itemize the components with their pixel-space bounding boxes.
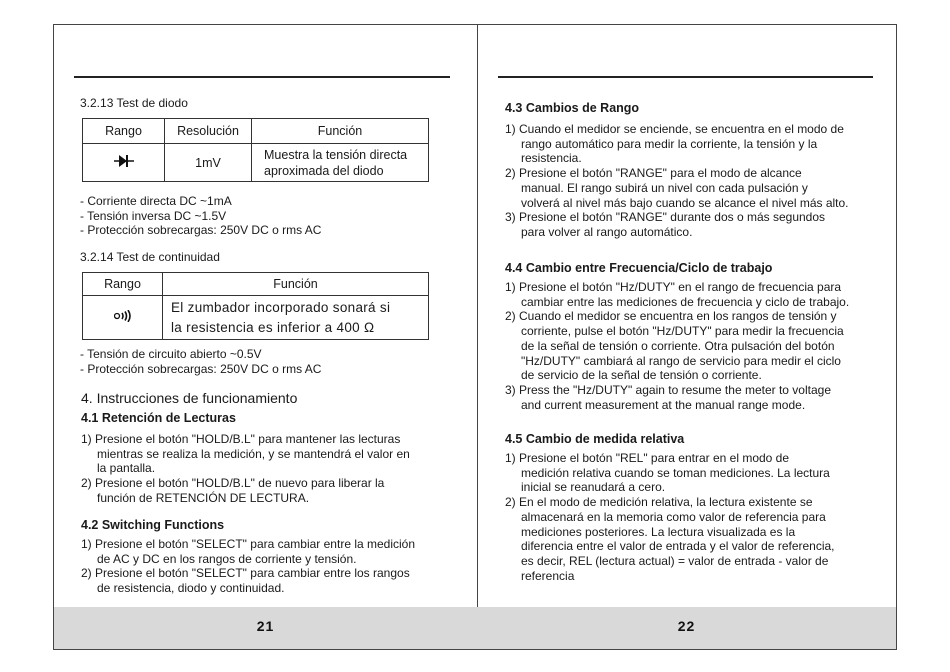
note-line: - Protección sobrecargas: 250V DC o rms AC bbox=[80, 361, 322, 376]
frequency-instructions bbox=[505, 280, 849, 412]
header-rule bbox=[74, 76, 450, 78]
text-line: corriente, pulse el botón "Hz/DUTY" para medir la frecuencia bbox=[521, 324, 844, 339]
text-line: es decir, REL (lectura actual) = valor de entrada - valor de bbox=[521, 553, 829, 568]
section-title-4-4: 4.4 Cambio entre Frecuencia/Ciclo de trabajo bbox=[505, 261, 773, 275]
select-instructions bbox=[81, 537, 415, 596]
page-number: 21 bbox=[256, 618, 275, 634]
text-line: "Hz/DUTY" cambiará al rango de servicio para medir el ciclo bbox=[521, 353, 841, 368]
right-page bbox=[477, 25, 896, 649]
text-line: 3) Presione el botón "RANGE" durante dos o más segundos bbox=[505, 210, 826, 225]
text-line: volverá al nivel más bajo cuando se alcance el nivel más alto. bbox=[521, 195, 849, 210]
text-line: de resistencia, diodo y continuidad. bbox=[97, 581, 285, 596]
note-line: - Protección sobrecargas: 250V DC o rms AC bbox=[80, 223, 322, 238]
page-footer bbox=[54, 607, 477, 649]
range-instructions bbox=[505, 122, 849, 240]
diode-test-table bbox=[82, 118, 429, 182]
diode-notes bbox=[80, 194, 321, 238]
text-line: 2) En el modo de medición relativa, la lectura existente se bbox=[505, 495, 813, 510]
text-line: 2) Presione el botón "RANGE" para el modo de alcance bbox=[505, 166, 802, 181]
table-header: Resolución bbox=[165, 119, 252, 144]
function-text: la resistencia es inferior a 400 Ω bbox=[171, 319, 375, 335]
text-line: rango automático para medir la corriente, la tensión y la bbox=[521, 136, 818, 151]
text-line: mientras se realiza la medición, y se mantendrá el valor en bbox=[97, 446, 410, 461]
table-header: Rango bbox=[83, 119, 165, 144]
text-line: 1) Cuando el medidor se enciende, se encuentra en el modo de bbox=[505, 122, 844, 136]
page-footer bbox=[477, 607, 896, 649]
text-line: la pantalla. bbox=[97, 461, 156, 476]
text-line: 1) Presione el botón "HOLD/B.L" para mantener las lecturas bbox=[81, 432, 401, 446]
text-line: and current measurement at the manual range mode. bbox=[521, 397, 806, 412]
left-page bbox=[54, 25, 478, 649]
text-line: 2) Presione el botón "SELECT" para cambiar entre los rangos bbox=[81, 566, 410, 581]
text-line: diferencia entre el valor de entrada y el valor de referencia, bbox=[521, 539, 835, 554]
table-header: Rango bbox=[83, 273, 163, 296]
text-line: 3) Press the "Hz/DUTY" again to resume the meter to voltage bbox=[505, 382, 831, 397]
text-line: de AC y DC en los rangos de corriente y tensión. bbox=[97, 551, 357, 566]
continuity-notes bbox=[80, 347, 321, 376]
section-title-4-5: 4.5 Cambio de medida relativa bbox=[505, 432, 685, 446]
text-line: 1) Presione el botón "SELECT" para cambiar entre la medición bbox=[81, 537, 416, 551]
hold-instructions bbox=[81, 432, 410, 506]
note-line: - Corriente directa DC ~1mA bbox=[80, 194, 232, 208]
text-line: 2) Presione el botón "HOLD/B.L" de nuevo para liberar la bbox=[81, 476, 385, 491]
text-line: almacenará en la memoria como valor de referencia para bbox=[521, 509, 826, 524]
section-title-4-3: 4.3 Cambios de Rango bbox=[505, 101, 640, 115]
text-line: referencia bbox=[521, 568, 575, 583]
note-line: - Tensión inversa DC ~1.5V bbox=[80, 208, 227, 223]
text-line: 1) Presione el botón "REL" para entrar en el modo de bbox=[505, 451, 790, 465]
continuity-test-table bbox=[82, 272, 429, 340]
section-title-4-1: 4.1 Retención de Lecturas bbox=[81, 411, 236, 425]
text-line: resistencia. bbox=[521, 151, 582, 166]
text-line: inicial se reanudará a cero. bbox=[521, 480, 666, 495]
relative-instructions bbox=[505, 451, 835, 583]
text-line: 1) Presione el botón "Hz/DUTY" en el rango de frecuencia para bbox=[505, 280, 842, 294]
manual-spread bbox=[53, 24, 897, 650]
section-title-4: 4. Instrucciones de funcionamiento bbox=[81, 390, 298, 406]
text-line: para volver al rango automático. bbox=[521, 224, 693, 239]
resolution-value: 1mV bbox=[165, 144, 252, 182]
function-text: El zumbador incorporado sonará si bbox=[171, 299, 391, 315]
note-line: - Tensión de circuito abierto ~0.5V bbox=[80, 347, 262, 361]
buzzer-icon bbox=[83, 296, 163, 340]
text-line: de servicio de la señal de tensión o corriente. bbox=[521, 368, 762, 383]
header-rule bbox=[498, 76, 873, 78]
text-line: función de RETENCIÓN DE LECTURA. bbox=[97, 490, 310, 505]
text-line: cambiar entre las mediciones de frecuencia y ciclo de trabajo. bbox=[521, 294, 850, 309]
text-line: 2) Cuando el medidor se encuentra en los rangos de tensión y bbox=[505, 309, 837, 324]
text-line: de la señal de tensión o corriente. Otra pulsación del botón bbox=[521, 338, 835, 353]
text-line: medición relativa cuando se toman mediciones. La lectura bbox=[521, 465, 830, 480]
function-text: Muestra la tensión directa bbox=[264, 147, 408, 162]
table-header: Función bbox=[163, 273, 429, 296]
text-line: mediciones posteriores. La lectura visualizada es la bbox=[521, 524, 796, 539]
text-line: manual. El rango subirá un nivel con cada pulsación y bbox=[521, 180, 808, 195]
page-number: 22 bbox=[677, 618, 696, 634]
section-title-3-2-14: 3.2.14 Test de continuidad bbox=[80, 250, 220, 264]
function-text: aproximada del diodo bbox=[264, 163, 384, 178]
section-title-4-2: 4.2 Switching Functions bbox=[81, 518, 225, 532]
table-header: Función bbox=[252, 119, 429, 144]
diode-icon bbox=[83, 144, 165, 182]
section-title-3-2-13: 3.2.13 Test de diodo bbox=[80, 96, 188, 110]
